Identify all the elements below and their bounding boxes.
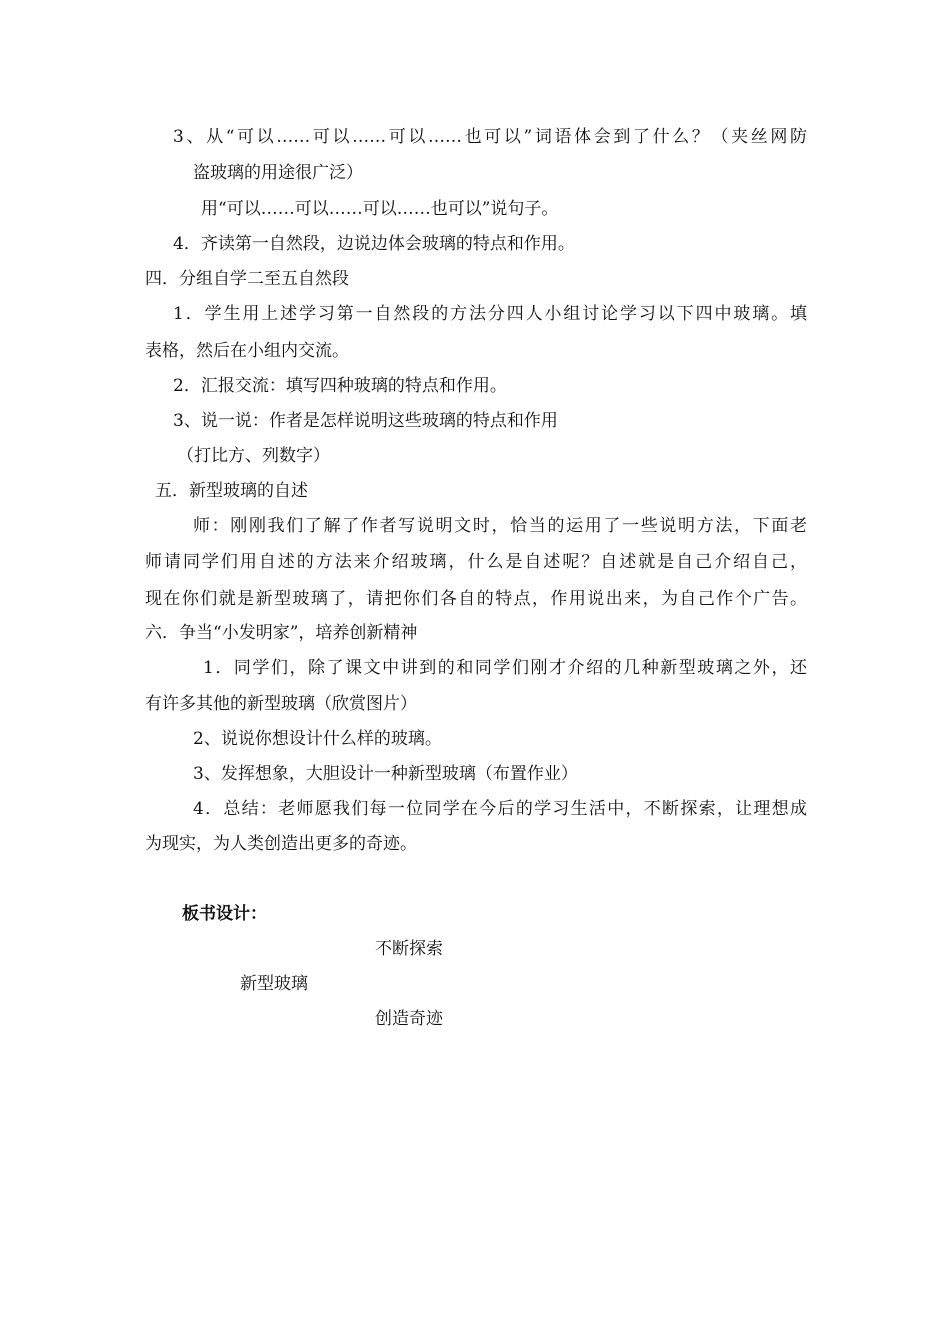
item-4-read-aloud: 4．齐读第一自然段，边说边体会玻璃的特点和作用。 bbox=[173, 234, 575, 254]
item-3-question-line1: 3、从“可以……可以……可以……也可以”词语体会到了什么？（夹丝网防 bbox=[173, 127, 807, 147]
section-6-item-4-line1: 4．总结：老师愿我们每一位同学在今后的学习生活中，不断探索，让理想成 bbox=[193, 799, 807, 819]
board-design-heading: 板书设计： bbox=[182, 904, 267, 924]
section-4-heading: 四．分组自学二至五自然段 bbox=[145, 269, 349, 289]
board-top-text: 不断探索 bbox=[375, 939, 443, 959]
board-middle-text: 新型玻璃 bbox=[240, 974, 308, 994]
section-6-item-1-line1: 1．同学们，除了课文中讲到的和同学们刚才介绍的几种新型玻璃之外，还 bbox=[203, 658, 807, 678]
item-3-question-line2: 盗玻璃的用途很广泛） bbox=[193, 163, 363, 183]
section-5-heading: 五．新型玻璃的自述 bbox=[155, 481, 308, 501]
section-4-item-2: 2．汇报交流：填写四种玻璃的特点和作用。 bbox=[173, 376, 507, 396]
section-5-para-line1: 师：刚刚我们了解了作者写说明文时，恰当的运用了一些说明方法，下面老 bbox=[193, 516, 807, 536]
item-3-sentence-practice: 用“可以……可以……可以……也可以”说句子。 bbox=[201, 199, 559, 219]
section-6-item-3: 3、发挥想象，大胆设计一种新型玻璃（布置作业） bbox=[193, 764, 578, 784]
section-6-item-1-line2: 有许多其他的新型玻璃（欣赏图片） bbox=[145, 694, 417, 714]
section-5-para-line3: 现在你们就是新型玻璃了，请把你们各自的特点，作用说出来，为自己作个广告。 bbox=[145, 589, 807, 609]
section-5-para-line2: 师请同学们用自述的方法来介绍玻璃，什么是自述呢？自述就是自己介绍自己， bbox=[145, 552, 807, 572]
section-4-item-1-line1: 1．学生用上述学习第一自然段的方法分四人小组讨论学习以下四中玻璃。填 bbox=[173, 304, 807, 324]
section-6-item-4-line2: 为现实，为人类创造出更多的奇迹。 bbox=[145, 834, 417, 854]
board-bottom-text: 创造奇迹 bbox=[375, 1009, 443, 1029]
section-4-item-1-line2: 表格，然后在小组内交流。 bbox=[145, 341, 349, 361]
section-6-heading: 六．争当“小发明家”，培养创新精神 bbox=[145, 623, 418, 643]
section-6-item-2: 2、说说你想设计什么样的玻璃。 bbox=[193, 729, 442, 749]
section-4-item-3: 3、说一说：作者是怎样说明这些玻璃的特点和作用 bbox=[173, 411, 558, 431]
section-4-item-3-note: （打比方、列数字） bbox=[177, 446, 330, 466]
